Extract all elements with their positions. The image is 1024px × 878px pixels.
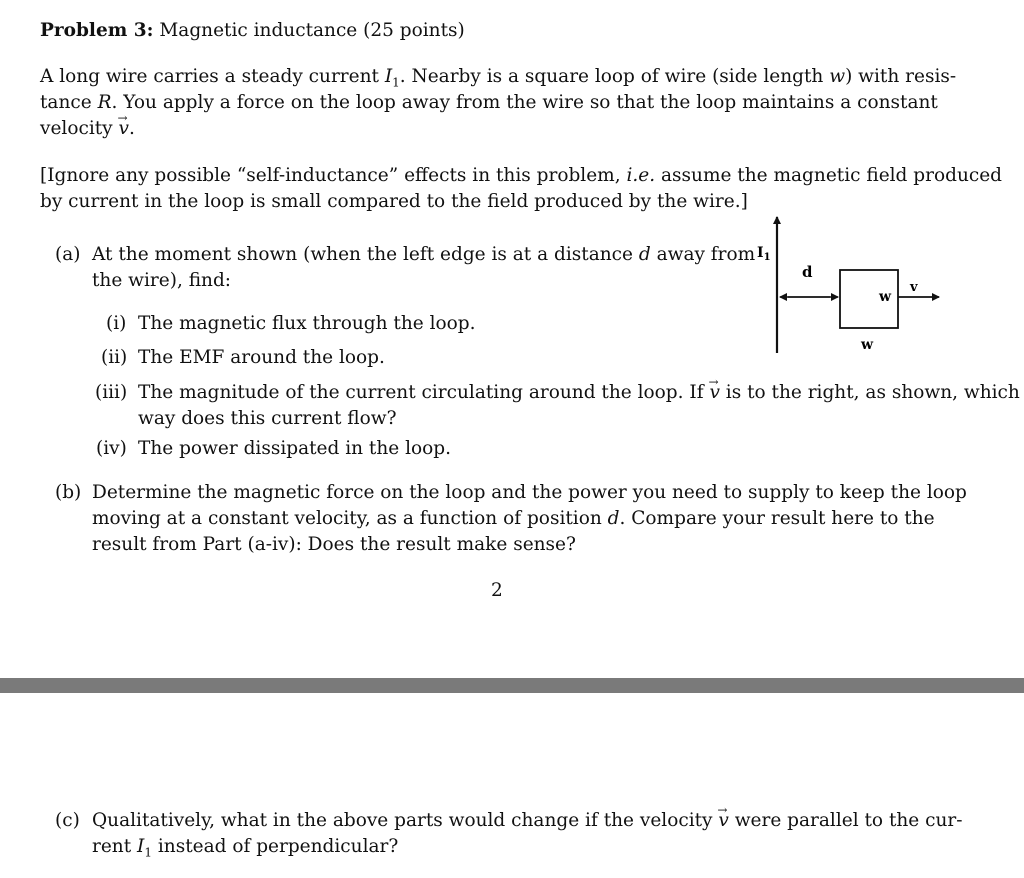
note-line-2: by current in the loop is small compared to the field produced by the wire.] — [40, 191, 748, 212]
part-c-line-1: Qualitatively, what in the above parts would change if the velocity → v were parallel to the cur- — [92, 808, 963, 834]
page-lower — [0, 693, 1024, 878]
loop-side-label-below: w — [861, 337, 874, 353]
part-a-marker: (a) — [55, 244, 81, 265]
page-number: 2 — [491, 580, 503, 601]
intro-line-2: tance R. You apply a force on the loop away from the wire so that the loop maintains a constant — [40, 92, 938, 113]
item-iv-text: The power dissipated in the loop. — [138, 438, 452, 459]
part-a-line-2: the wire), find: — [92, 270, 232, 291]
part-b-marker: (b) — [55, 482, 82, 503]
part-c-line-2: rent $I_1$ instead of perpendicular? — [92, 836, 399, 860]
current-label: $I_1$ — [757, 245, 771, 263]
item-i-marker: (i) — [106, 313, 127, 334]
velocity-label: v — [910, 280, 918, 295]
item-ii-marker: (ii) — [101, 347, 128, 368]
item-iii-marker: (iii) — [95, 382, 128, 403]
wire-loop-diagram — [740, 205, 960, 360]
loop-side-label-inside: w — [879, 289, 892, 305]
intro-line-1: A long wire carries a steady current $I_1$. Nearby is a square loop of wire (side length w) with resis- — [40, 66, 957, 90]
problem-label: Problem 3: — [40, 20, 154, 41]
item-ii-text: The EMF around the loop. — [138, 347, 385, 368]
part-c-marker: (c) — [55, 810, 80, 831]
note-line-1: [Ignore any possible “self-inductance” effects in this problem, i.e. assume the magnetic field produced — [40, 165, 1003, 186]
intro-line-3: velocity → v. — [40, 116, 135, 142]
item-i-text: The magnetic flux through the loop. — [138, 313, 476, 334]
page-separator — [0, 678, 1024, 693]
part-a-line-1: At the moment shown (when the left edge is at a distance d away from — [92, 244, 756, 265]
part-b-line-3: result from Part (a-iv): Does the result make sense? — [92, 534, 576, 555]
distance-label: d — [802, 263, 813, 281]
item-iii-line-2: way does this current flow? — [138, 408, 397, 429]
item-iv-marker: (iv) — [96, 438, 127, 459]
part-b-line-2: moving at a constant velocity, as a function of position d. Compare your result here to the — [92, 508, 935, 529]
item-iii-line-1: The magnitude of the current circulating around the loop. If → v is to the right, as shown, which — [138, 380, 1020, 406]
problem-heading: Magnetic inductance (25 points) — [159, 20, 465, 41]
problem-title — [40, 18, 465, 44]
part-b-line-1: Determine the magnetic force on the loop and the power you need to supply to keep the loop — [92, 482, 967, 503]
